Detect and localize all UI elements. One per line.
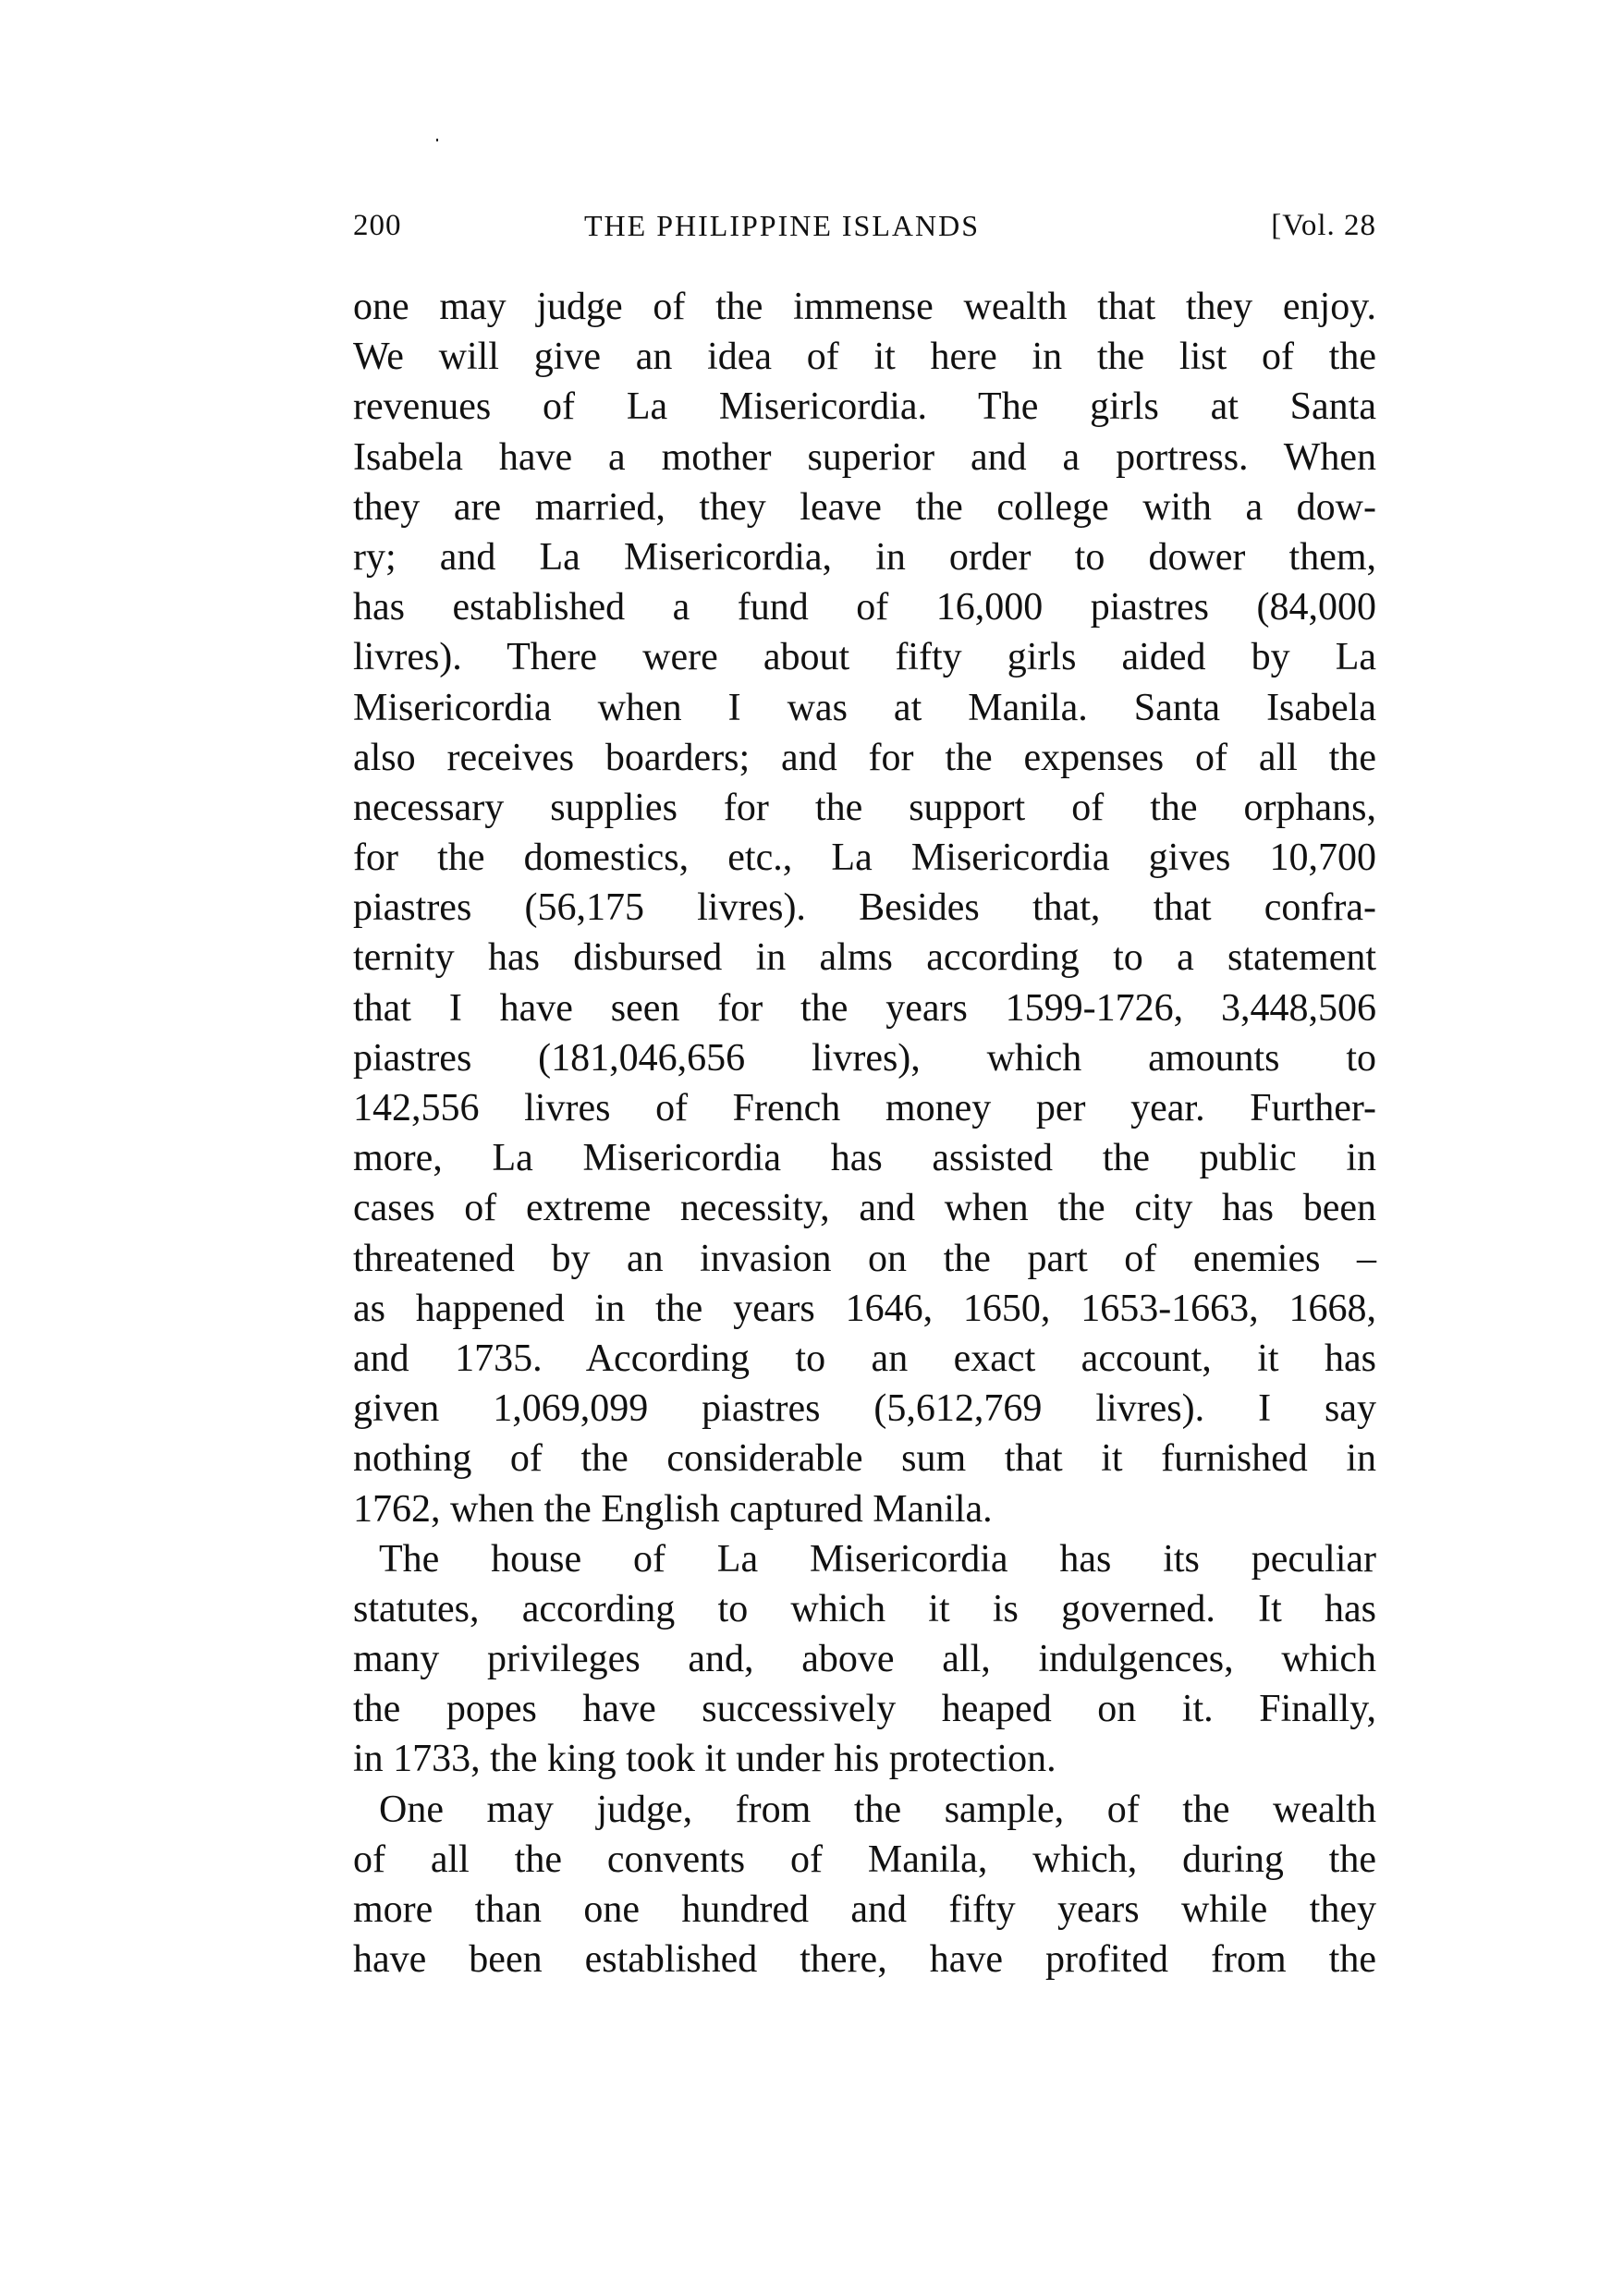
text-line: piastres (56,175 livres). Besides that, that confra-: [353, 886, 1376, 930]
text-line: We will give an idea of it here in the list of the: [353, 336, 1376, 379]
text-line: more, La Misericordia has assisted the public in: [353, 1137, 1376, 1180]
text-line: in 1733, the king took it under his protection.: [353, 1738, 1056, 1781]
text-line: and 1735. According to an exact account, it has: [353, 1337, 1376, 1380]
paragraph-3: [353, 1785, 1376, 1985]
text-line: given 1,069,099 piastres (5,612,769 livres). I say: [353, 1387, 1376, 1431]
text-line: livres). There were about fifty girls aided by La: [353, 636, 1376, 679]
volume-label: [Vol. 28: [1271, 209, 1376, 242]
text-line: statutes, according to which it is governed. It has: [353, 1587, 1376, 1630]
page-number: 200: [353, 209, 402, 242]
paragraph-2: [353, 1534, 1376, 1785]
running-title: THE PHILIPPINE ISLANDS: [584, 209, 980, 242]
text-line: The house of La Misericordia has its peculiar: [379, 1537, 1376, 1581]
text-line: as happened in the years 1646, 1650, 1653-1663, 1668,: [353, 1287, 1376, 1330]
scan-speck: [436, 139, 438, 141]
text-line: threatened by an invasion on the part of enemies –: [353, 1237, 1376, 1280]
text-line: one may judge of the immense wealth that they enjoy.: [353, 286, 1376, 328]
text-line: the popes have successively heaped on it. Finally,: [353, 1688, 1376, 1731]
text-line: 142,556 livres of French money per year. Further-: [353, 1087, 1376, 1129]
text-line: has established a fund of 16,000 piastres (84,000: [353, 586, 1376, 629]
text-line: Misericordia when I was at Manila. Santa Isabela: [353, 686, 1376, 729]
text-line: nothing of the considerable sum that it furnished in: [353, 1437, 1376, 1481]
text-line: 1762, when the English captured Manila.: [353, 1487, 993, 1531]
text-line: One may judge, from the sample, of the wealth: [379, 1788, 1376, 1831]
text-line: of all the convents of Manila, which, during the: [353, 1837, 1376, 1881]
text-line: ternity has disbursed in alms according to a statement: [353, 936, 1376, 980]
text-line: have been established there, have profited from the: [353, 1938, 1376, 1982]
text-line: they are married, they leave the college with a dow-: [353, 485, 1376, 529]
running-head: [353, 205, 1376, 246]
body-text: [353, 282, 1376, 1984]
text-line: also receives boarders; and for the expenses of all the: [353, 736, 1376, 779]
text-line: for the domestics, etc., La Misericordia gives 10,700: [353, 836, 1376, 880]
text-line: piastres (181,046,656 livres), which amounts to: [353, 1036, 1376, 1080]
text-line: cases of extreme necessity, and when the city has been: [353, 1187, 1376, 1230]
text-line: many privileges and, above all, indulgences, which: [353, 1638, 1376, 1681]
text-line: ry; and La Misericordia, in order to dower them,: [353, 535, 1376, 579]
paragraph-1: [353, 282, 1376, 1534]
text-line: that I have seen for the years 1599-1726, 3,448,506: [353, 986, 1376, 1030]
text-line: revenues of La Misericordia. The girls at Santa: [353, 385, 1376, 429]
text-line: necessary supplies for the support of the orphans,: [353, 786, 1376, 829]
text-line: more than one hundred and fifty years while they: [353, 1888, 1376, 1931]
text-line: Isabela have a mother superior and a portress. When: [353, 435, 1376, 479]
